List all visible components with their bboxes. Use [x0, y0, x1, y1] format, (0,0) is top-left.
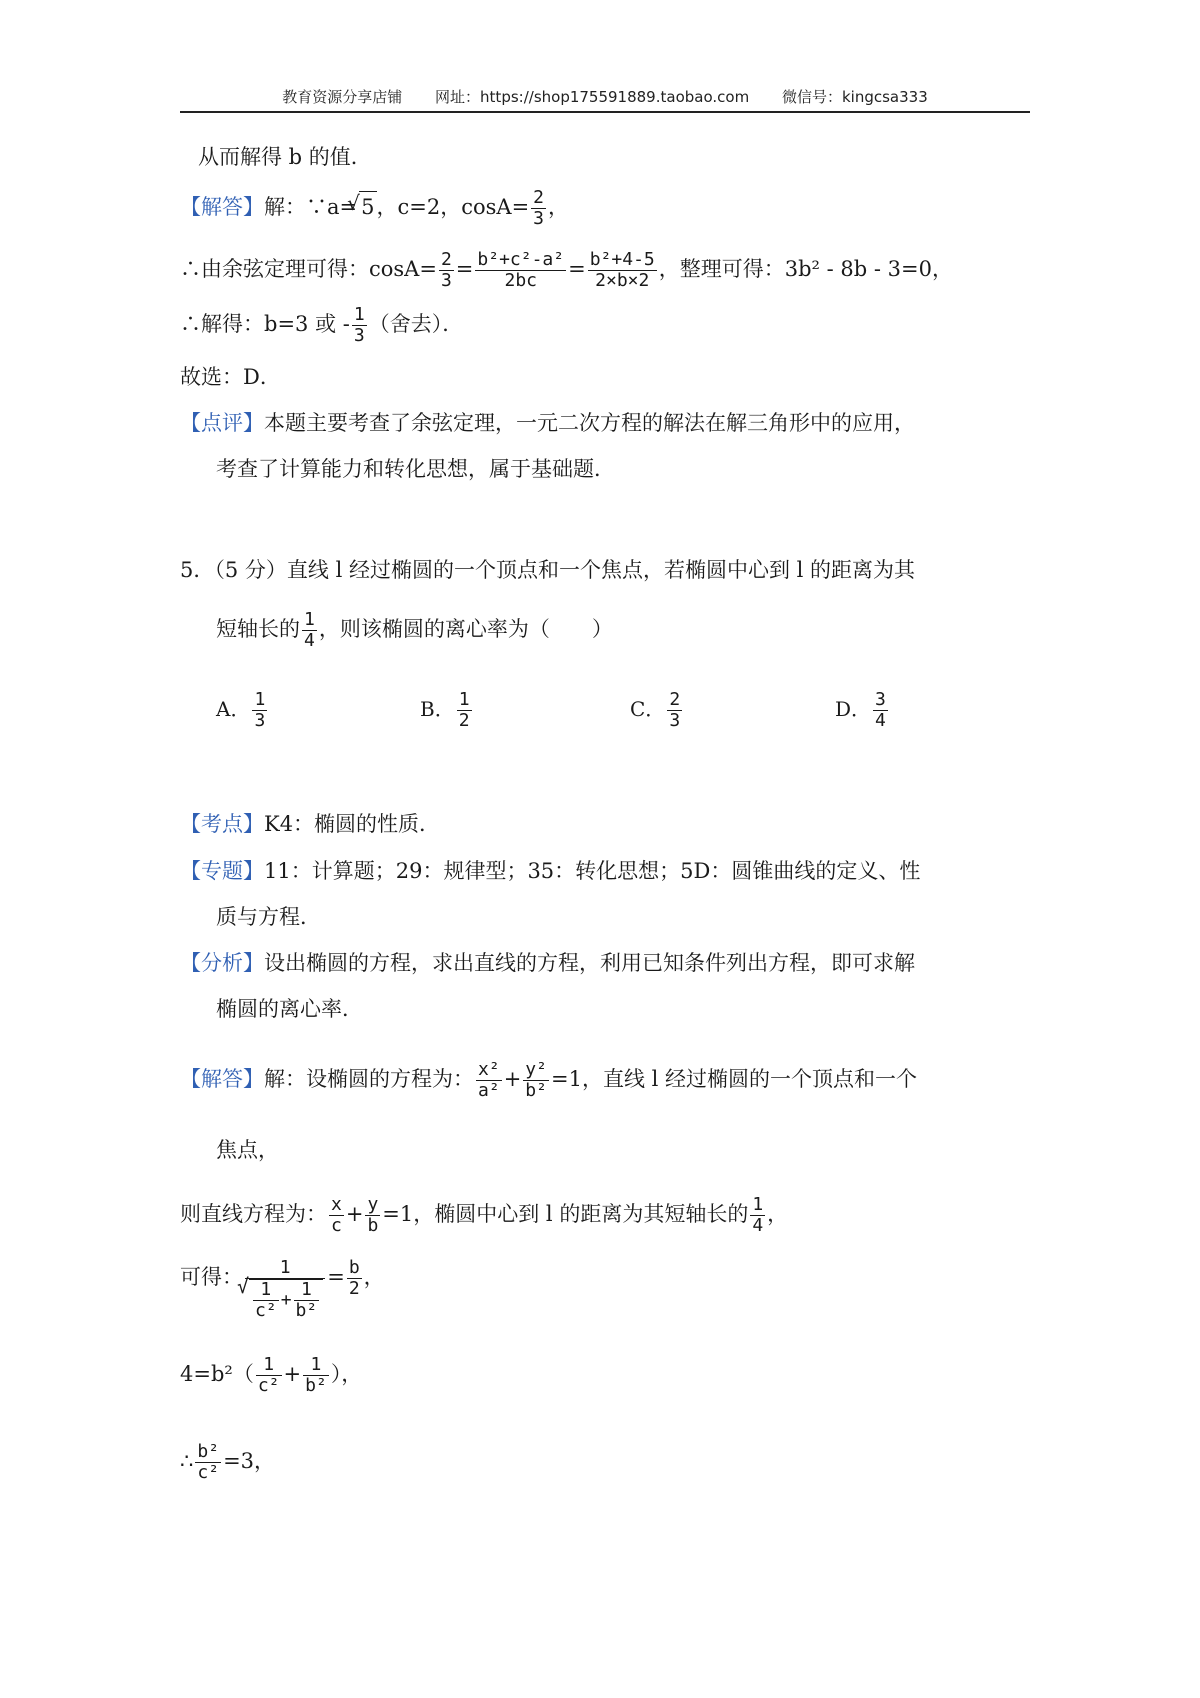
answer2-line-3: 则直线方程为： $\frac{x}{c}$ + $\frac{y}{b}$ =1，椭圆中心到 l 的距离为其短轴长的 $\frac{1}{4}$ ，: [180, 1194, 789, 1236]
answer-line-3: ∴解得：b=3 或 - $\frac{1}{3}$ （舍去）．: [180, 304, 464, 346]
fraction: $\frac{\text{b²+c²-a²}}{2bc}$: [477, 249, 565, 291]
option-c: C． $\frac{2}{3}$: [630, 689, 681, 731]
option-d: D． $\frac{3}{4}$: [835, 689, 886, 731]
fenxi-line-1: 【分析】设出椭圆的方程，求出直线的方程，利用已知条件列出方程，即可求解: [180, 951, 915, 975]
zhuanti-line-2: 质与方程．: [216, 905, 321, 929]
answer2-line-4: 可得： 1 √ $\frac{1}{\text{c²}}$ + $\frac{1}{\text{b²}}$ = $\frac{b}{2}$ ，: [180, 1258, 385, 1321]
shop-name: 教育资源分享店铺: [282, 88, 403, 106]
answer-tag: 【解答】: [180, 195, 264, 219]
zhuanti-tag: 【专题】: [180, 859, 264, 883]
question-5-line-1: 5．（5 分）直线 l 经过椭圆的一个顶点和一个焦点，若椭圆中心到 l 的距离为其: [180, 558, 916, 582]
wechat-id: 微信号：kingcsa333: [781, 88, 928, 106]
fenxi-tag: 【分析】: [180, 951, 264, 975]
analysis-continued: 从而解得 b 的值．: [198, 145, 372, 169]
answer2-line-6: ∴ $\frac{\text{b²}}{\text{c²}}$ =3，: [180, 1441, 276, 1483]
comment-line-2: 考查了计算能力和转化思想，属于基础题．: [216, 457, 615, 481]
shop-url: 网址：https://shop175591889.taobao.com: [435, 88, 750, 106]
answer2-line-5: 4=b²（ $\frac{1}{\text{c²}}$ + $\frac{1}{\text{b²}}$ ），: [180, 1354, 363, 1396]
kaodian-line: 【考点】K4：椭圆的性质．: [180, 812, 441, 836]
fraction: $\frac{2}{3}$: [440, 249, 452, 291]
option-b: B． $\frac{1}{2}$: [420, 689, 470, 731]
option-a: A． $\frac{1}{3}$: [216, 689, 266, 731]
fraction: $\frac{\text{x²}}{\text{a²}}$: [478, 1059, 500, 1101]
fraction: $\frac{2}{3}$: [533, 187, 545, 229]
fenxi-line-2: 椭圆的离心率．: [216, 997, 363, 1021]
answer2-line-1: 【解答】解：设椭圆的方程为： $\frac{\text{x²}}{\text{a²}}$ + $\frac{\text{y²}}{\text{b²}}$ =1，直线 l 经过椭圆的一个顶点和一个: [180, 1059, 918, 1101]
answer2-line-2: 焦点，: [216, 1138, 279, 1162]
answer-line-2: ∴由余弦定理可得：cosA= $\frac{2}{3}$ = $\frac{\text{b²+c²-a²}}{2bc}$ = $\frac{\text{b²+4-5}}{2\times b\times 2}$ ，整理可得：3b² - 8b - 3=0，: [180, 249, 953, 291]
fraction: $\frac{1}{4}$: [304, 609, 315, 651]
answer2-tag: 【解答】: [180, 1067, 264, 1091]
kaodian-tag: 【考点】: [180, 812, 264, 836]
zhuanti-line-1: 【专题】11：计算题；29：规律型；35：转化思想；5D：圆锥曲线的定义、性: [180, 859, 921, 883]
comment-line-1: 【点评】本题主要考查了余弦定理，一元二次方程的解法在解三角形中的应用，: [180, 411, 915, 435]
comment-tag: 【点评】: [180, 411, 264, 435]
fraction: $\frac{\text{b²+4-5}}{2\times b\times 2}$: [589, 249, 655, 291]
header-rule: [180, 111, 1030, 113]
question-5-line-2: 短轴长的 $\frac{1}{4}$ ，则该椭圆的离心率为（ ）: [216, 609, 613, 651]
answer-choice: 故选：D．: [180, 365, 281, 389]
fraction: $\frac{1}{3}$: [353, 304, 365, 346]
fraction: $\frac{\text{y²}}{\text{b²}}$: [525, 1059, 547, 1101]
distance-fraction: 1 √ $\frac{1}{\text{c²}}$ + $\frac{1}{\text{b²}}$: [245, 1258, 325, 1321]
page-header: [180, 86, 1030, 107]
sqrt-5: √ 5: [359, 191, 376, 222]
answer-line-1: 【解答】解：∵a=√ 5，c=2，cosA= $\frac{2}{3}$ ，: [180, 188, 569, 229]
